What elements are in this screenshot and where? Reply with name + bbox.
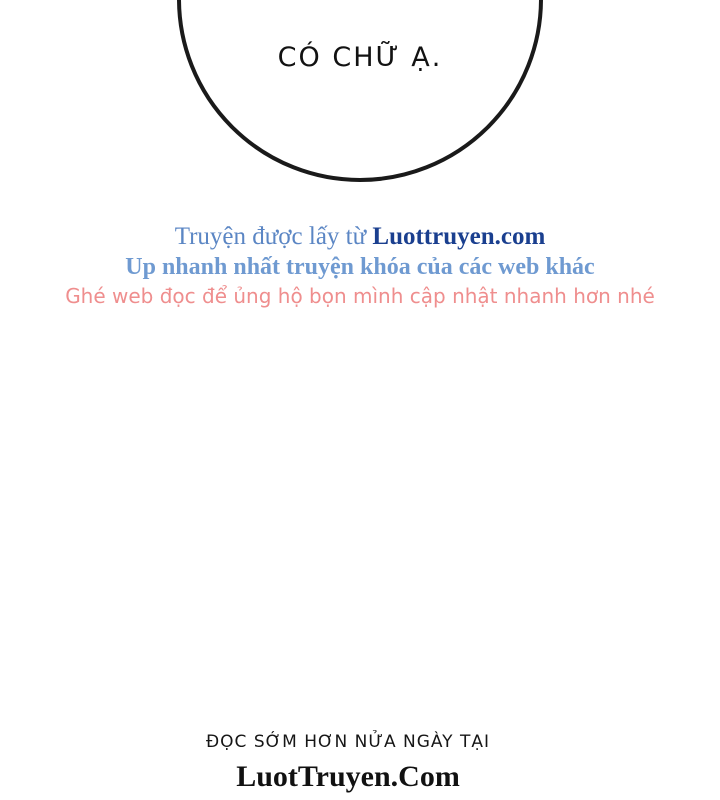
footer-tagline: ĐỌC SỚM HƠN NỬA NGÀY TẠI	[206, 732, 490, 752]
footer-watermark	[0, 732, 720, 794]
speech-bubble	[177, 0, 543, 182]
footer-site-name[interactable]: LuotTruyen.Com	[236, 760, 460, 793]
speech-bubble-text: CÓ CHỮ Ạ.	[277, 42, 443, 73]
credit-line-source	[0, 222, 720, 252]
credit-line-update: Up nhanh nhất truyện khóa của các web khác	[125, 254, 595, 280]
credit-source-prefix: Truyện được lấy từ	[174, 223, 373, 250]
credit-line-support: Ghé web đọc để ủng hộ bọn mình cập nhật nhanh hơn nhé	[65, 284, 655, 308]
credit-block	[0, 222, 720, 310]
credit-source-site[interactable]: Luottruyen.com	[372, 223, 546, 250]
